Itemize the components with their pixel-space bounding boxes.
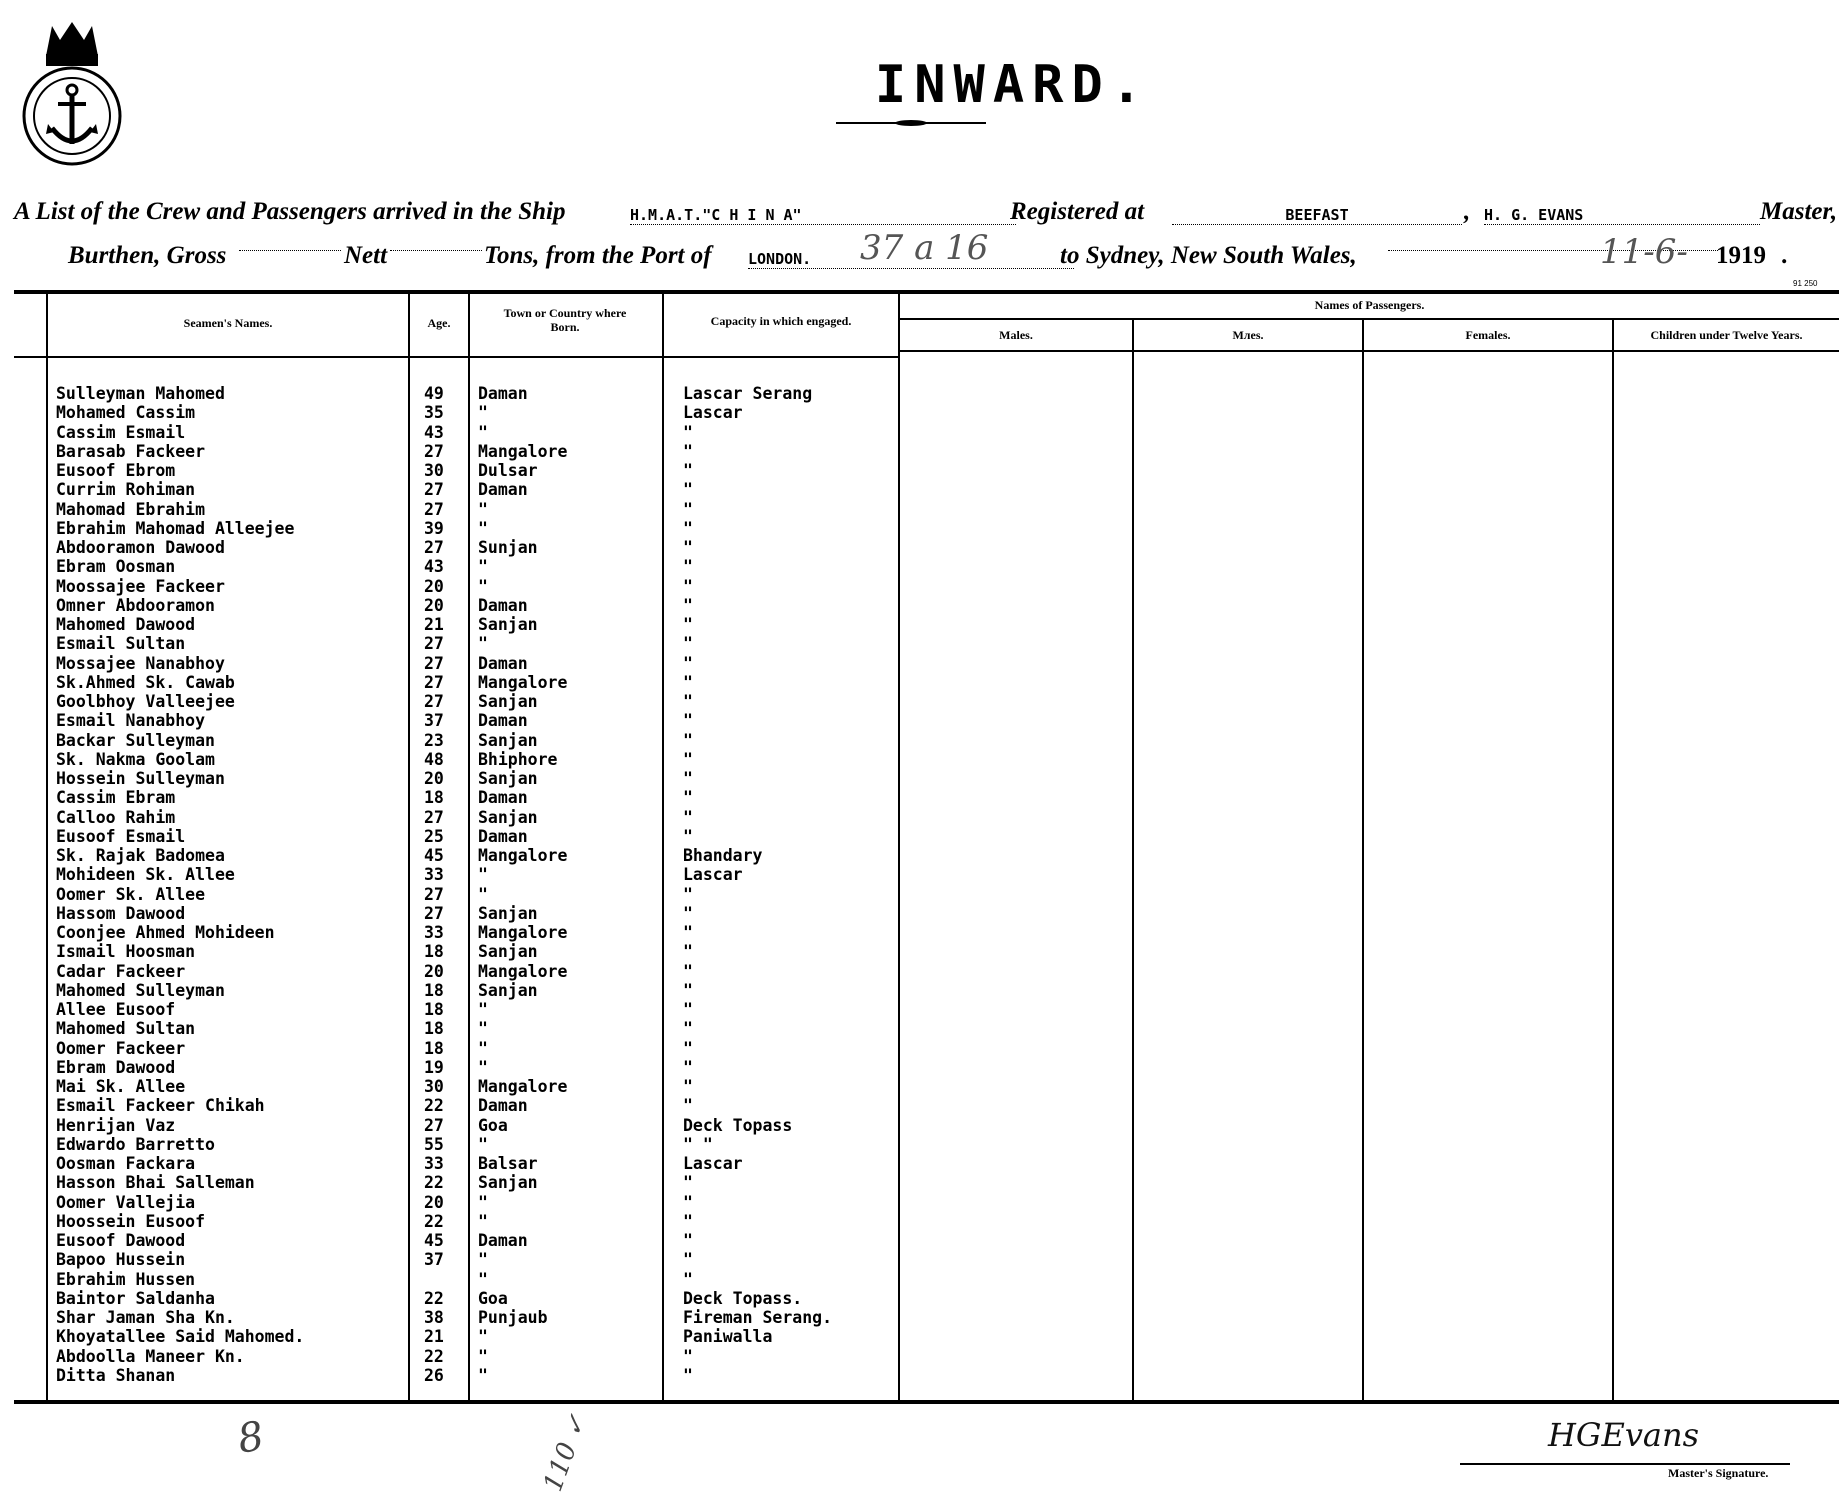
crew-name: Backar Sulleyman bbox=[56, 730, 215, 750]
crew-capacity: " bbox=[683, 884, 693, 904]
document-title: INWARD. bbox=[874, 55, 1151, 115]
crew-age: 45 bbox=[424, 846, 444, 865]
crew-name: Hasson Bhai Salleman bbox=[56, 1173, 255, 1193]
crew-capacity: " bbox=[683, 692, 693, 711]
crew-capacity: " bbox=[683, 576, 693, 596]
crew-age: 37 bbox=[424, 1250, 444, 1270]
registered-label: Registered at bbox=[1010, 198, 1145, 225]
crew-age: 45 bbox=[424, 1231, 444, 1250]
form-number: 91 250 bbox=[1793, 279, 1818, 288]
header-line-1 bbox=[14, 198, 1844, 230]
col-divider-7 bbox=[1362, 318, 1364, 1400]
master-signature: HGEvans bbox=[1548, 1416, 1700, 1454]
crew-age: 19 bbox=[424, 1057, 444, 1077]
crew-age: 30 bbox=[424, 461, 444, 480]
handwritten-reference: 37 a 16 bbox=[860, 228, 989, 268]
crew-age: 18 bbox=[424, 788, 444, 808]
crew-name: Allee Eusoof bbox=[56, 1000, 176, 1019]
arrival-year: 1919 bbox=[1716, 242, 1766, 269]
crew-name: Eusoof Esmail bbox=[56, 826, 186, 846]
crew-age: 20 bbox=[424, 595, 444, 615]
crew-name: Esmail Sultan bbox=[56, 634, 186, 654]
crew-birthplace: " bbox=[478, 865, 488, 885]
crew-birthplace: Daman bbox=[478, 480, 528, 500]
crew-name: Baintor Saldanha bbox=[56, 1288, 215, 1308]
col-header-town: Town or Country where Born. bbox=[503, 306, 627, 334]
comma: , bbox=[1464, 198, 1471, 225]
crew-age: 27 bbox=[424, 634, 444, 654]
crew-name: Henrijan Vaz bbox=[56, 1115, 176, 1135]
crew-capacity: " bbox=[683, 672, 693, 692]
crew-age: 43 bbox=[424, 557, 444, 577]
crew-capacity: " bbox=[683, 1269, 693, 1289]
crew-birthplace: Sanjan bbox=[478, 903, 538, 923]
crew-birthplace: " bbox=[478, 1211, 488, 1231]
col-header-children: Children under Twelve Years. bbox=[1650, 328, 1803, 342]
crew-age: 27 bbox=[424, 807, 444, 827]
crew-capacity: " bbox=[683, 1192, 693, 1212]
crew-capacity: " bbox=[683, 1077, 693, 1096]
crew-birthplace: Sanjan bbox=[478, 807, 538, 827]
crew-name: Sk. Rajak Badomea bbox=[56, 846, 225, 865]
registered-port: BEEFAST bbox=[1172, 198, 1462, 225]
col-header-passengers: Names of Passengers. bbox=[1314, 298, 1425, 312]
crew-capacity: " bbox=[683, 826, 693, 846]
crew-name: Hassom Dawood bbox=[56, 903, 186, 923]
arrival-date-handwritten: 11-6- bbox=[1600, 232, 1688, 272]
crew-birthplace: Mangalore bbox=[478, 441, 568, 461]
crew-age: 22 bbox=[424, 1346, 444, 1366]
crew-name: Oomer Vallejia bbox=[56, 1192, 196, 1212]
crew-birthplace: Punjaub bbox=[478, 1308, 548, 1327]
table-top-rule bbox=[14, 290, 1839, 294]
crew-capacity: " bbox=[683, 1019, 693, 1039]
crew-name: Oosman Fackara bbox=[56, 1154, 196, 1173]
crew-birthplace: " bbox=[478, 1038, 488, 1058]
signature-label: Master's Signature. bbox=[1668, 1466, 1769, 1480]
crew-name: Barasab Fackeer bbox=[56, 441, 206, 461]
crew-birthplace: " bbox=[478, 576, 488, 596]
crew-age: 38 bbox=[424, 1308, 444, 1327]
crew-birthplace: Sunjan bbox=[478, 538, 538, 557]
crew-age: 27 bbox=[424, 499, 444, 519]
crew-capacity: Deck Topass. bbox=[683, 1288, 803, 1308]
crew-birthplace: Daman bbox=[478, 711, 528, 731]
crew-age: 21 bbox=[424, 1327, 444, 1347]
crew-birthplace: Daman bbox=[478, 384, 528, 403]
col-header-miles: Mлes. bbox=[1232, 328, 1264, 342]
crew-capacity: " bbox=[683, 634, 693, 654]
crew-age: 22 bbox=[424, 1173, 444, 1193]
crew-capacity: " bbox=[683, 1057, 693, 1077]
col-divider-3 bbox=[468, 294, 470, 1400]
crew-capacity: " bbox=[683, 1231, 693, 1250]
col-divider-6 bbox=[1132, 318, 1134, 1400]
crew-age: 22 bbox=[424, 1288, 444, 1308]
crew-birthplace: " bbox=[478, 422, 488, 442]
crew-name: Hoossein Eusoof bbox=[56, 1211, 206, 1231]
crew-name: Abdooramon Dawood bbox=[56, 538, 225, 557]
crew-capacity: " bbox=[683, 730, 693, 750]
crew-age: 27 bbox=[424, 538, 444, 557]
crew-capacity: " bbox=[683, 422, 693, 442]
crew-capacity: " bbox=[683, 1365, 693, 1385]
crew-capacity: " bbox=[683, 1346, 693, 1366]
header-bottom-rule bbox=[14, 356, 900, 358]
passengers-sub-rule bbox=[900, 318, 1839, 320]
crew-capacity: Deck Topass bbox=[683, 1115, 793, 1135]
crew-birthplace: Sanjan bbox=[478, 942, 538, 962]
crew-birthplace: " bbox=[478, 1000, 488, 1019]
passengers-header-bottom-rule bbox=[900, 350, 1839, 352]
crew-birthplace: " bbox=[478, 634, 488, 654]
crew-capacity: " bbox=[683, 1250, 693, 1270]
master-name: H. G. EVANS bbox=[1484, 198, 1760, 225]
departure-port: LONDON. bbox=[748, 242, 1074, 269]
crew-birthplace: Mangalore bbox=[478, 961, 568, 981]
crew-birthplace: " bbox=[478, 1269, 488, 1289]
table-bottom-rule bbox=[14, 1400, 1839, 1404]
crew-birthplace: " bbox=[478, 1019, 488, 1039]
crew-age: 30 bbox=[424, 1077, 444, 1096]
col-header-females: Females. bbox=[1465, 328, 1511, 342]
crew-name: Ebram Oosman bbox=[56, 557, 176, 577]
crew-name: Khoyatallee Said Mahomed. bbox=[56, 1327, 305, 1347]
crew-birthplace: Daman bbox=[478, 1231, 528, 1250]
crew-birthplace: " bbox=[478, 884, 488, 904]
crew-name: Mohideen Sk. Allee bbox=[56, 865, 235, 885]
crew-name: Bapoo Hussein bbox=[56, 1250, 186, 1270]
crew-birthplace: " bbox=[478, 518, 488, 538]
crew-birthplace: Daman bbox=[478, 653, 528, 673]
crew-age: 26 bbox=[424, 1365, 444, 1385]
crew-age: 48 bbox=[424, 749, 444, 769]
crew-birthplace: " bbox=[478, 557, 488, 577]
crew-birthplace: Sanjan bbox=[478, 980, 538, 1000]
crew-birthplace: Daman bbox=[478, 595, 528, 615]
tons-label: Tons, from the Port of bbox=[484, 242, 712, 269]
crew-age: 39 bbox=[424, 518, 444, 538]
crew-age: 27 bbox=[424, 441, 444, 461]
crew-name: Hossein Sulleyman bbox=[56, 769, 225, 788]
crew-capacity: " bbox=[683, 980, 693, 1000]
crew-name: Mahomed Dawood bbox=[56, 615, 196, 634]
crew-birthplace: Dulsar bbox=[478, 461, 538, 480]
crew-name: Eusoof Ebrom bbox=[56, 461, 176, 480]
crew-capacity: " bbox=[683, 961, 693, 981]
col-header-age: Age. bbox=[427, 316, 451, 330]
crew-name: Mahomed Sultan bbox=[56, 1019, 196, 1039]
pencil-mark-left: 8 bbox=[234, 1413, 268, 1463]
title-ornament-rule bbox=[836, 120, 986, 126]
crew-age: 43 bbox=[424, 422, 444, 442]
crew-capacity: " bbox=[683, 769, 693, 788]
crew-age: 22 bbox=[424, 1096, 444, 1116]
crew-capacity: Lascar bbox=[683, 403, 743, 423]
col-divider-8 bbox=[1612, 318, 1614, 1400]
crew-name: Eusoof Dawood bbox=[56, 1231, 186, 1250]
crew-birthplace: Goa bbox=[478, 1115, 508, 1135]
crew-age: 18 bbox=[424, 1038, 444, 1058]
crew-capacity: " bbox=[683, 711, 693, 731]
crew-age: 27 bbox=[424, 672, 444, 692]
crew-capacity: Paniwalla bbox=[683, 1327, 773, 1347]
crew-name: Ismail Hoosman bbox=[56, 942, 196, 962]
crew-age: 23 bbox=[424, 730, 444, 750]
col-divider-1 bbox=[46, 294, 48, 1400]
crew-capacity: " bbox=[683, 903, 693, 923]
crew-birthplace: Bhiphore bbox=[478, 749, 558, 769]
crew-birthplace: Mangalore bbox=[478, 1077, 568, 1096]
crew-name: Cassim Ebram bbox=[56, 788, 176, 808]
crew-age: 33 bbox=[424, 865, 444, 885]
crew-name: Shar Jaman Sha Kn. bbox=[56, 1308, 235, 1327]
crew-birthplace: " bbox=[478, 1346, 488, 1366]
crew-capacity: Bhandary bbox=[683, 846, 763, 865]
crew-capacity: " bbox=[683, 518, 693, 538]
crew-birthplace: Mangalore bbox=[478, 846, 568, 865]
crew-birthplace: " bbox=[478, 1134, 488, 1154]
crew-capacity: " bbox=[683, 1000, 693, 1019]
ship-name: H.M.A.T."C H I N A" bbox=[630, 198, 1016, 225]
crew-name: Cassim Esmail bbox=[56, 422, 186, 442]
header-line-2 bbox=[14, 228, 1844, 274]
crew-name: Oomer Fackeer bbox=[56, 1038, 186, 1058]
crew-capacity: Fireman Serang. bbox=[683, 1308, 833, 1327]
crew-birthplace: Sanjan bbox=[478, 769, 538, 788]
crew-capacity: " bbox=[683, 480, 693, 500]
crew-capacity: " " bbox=[683, 1134, 713, 1154]
master-label: Master, bbox=[1760, 198, 1838, 225]
crew-name: Ebrahim Mahomad Alleejee bbox=[56, 518, 295, 538]
crew-capacity: " bbox=[683, 538, 693, 557]
col-header-capacity: Capacity in which engaged. bbox=[710, 314, 852, 328]
crew-capacity: Lascar bbox=[683, 1154, 743, 1173]
crew-name: Ebrahim Hussen bbox=[56, 1269, 196, 1289]
crew-name: Abdoolla Maneer Kn. bbox=[56, 1346, 245, 1366]
crew-birthplace: Sanjan bbox=[478, 692, 538, 711]
crew-name: Mahomad Ebrahim bbox=[56, 499, 206, 519]
crew-birthplace: " bbox=[478, 1327, 488, 1347]
crew-capacity: " bbox=[683, 595, 693, 615]
destination-label: to Sydney, New South Wales, bbox=[1060, 242, 1357, 269]
crew-birthplace: Sanjan bbox=[478, 1173, 538, 1193]
crew-age: 20 bbox=[424, 576, 444, 596]
crew-age: 35 bbox=[424, 403, 444, 423]
crew-capacity: " bbox=[683, 942, 693, 962]
crew-name: Oomer Sk. Allee bbox=[56, 884, 206, 904]
crew-age: 20 bbox=[424, 961, 444, 981]
crew-age: 27 bbox=[424, 692, 444, 711]
crew-name: Ditta Shanan bbox=[56, 1365, 176, 1385]
crew-age: 55 bbox=[424, 1134, 444, 1154]
crew-capacity: " bbox=[683, 1211, 693, 1231]
list-prefix: A List of the Crew and Passengers arrived in the Ship bbox=[14, 198, 566, 225]
crew-age: 18 bbox=[424, 1000, 444, 1019]
crew-age: 27 bbox=[424, 884, 444, 904]
crew-name: Cadar Fackeer bbox=[56, 961, 186, 981]
crew-age: 18 bbox=[424, 980, 444, 1000]
crew-age: 37 bbox=[424, 711, 444, 731]
crew-name: Sk. Nakma Goolam bbox=[56, 749, 215, 769]
crew-age: 22 bbox=[424, 1211, 444, 1231]
crew-birthplace: Mangalore bbox=[478, 672, 568, 692]
crew-capacity: " bbox=[683, 1038, 693, 1058]
crew-capacity: " bbox=[683, 788, 693, 808]
crew-age: 21 bbox=[424, 615, 444, 634]
crew-birthplace: Mangalore bbox=[478, 923, 568, 942]
crew-capacity: " bbox=[683, 461, 693, 480]
crew-name: Edwardo Barretto bbox=[56, 1134, 215, 1154]
crew-capacity: " bbox=[683, 807, 693, 827]
crew-capacity: " bbox=[683, 1173, 693, 1193]
crew-age: 18 bbox=[424, 942, 444, 962]
crew-name: Mohamed Cassim bbox=[56, 403, 196, 423]
crew-age: 33 bbox=[424, 923, 444, 942]
signature-line bbox=[1460, 1463, 1790, 1465]
crew-birthplace: Balsar bbox=[478, 1154, 538, 1173]
crew-name: Sulleyman Mahomed bbox=[56, 384, 225, 403]
crew-name: Mai Sk. Allee bbox=[56, 1077, 186, 1096]
crew-birthplace: " bbox=[478, 1057, 488, 1077]
crew-capacity: Lascar bbox=[683, 865, 743, 885]
crew-name: Esmail Nanabhoy bbox=[56, 711, 206, 731]
crew-age: 25 bbox=[424, 826, 444, 846]
crew-birthplace: Daman bbox=[478, 1096, 528, 1116]
crew-capacity: " bbox=[683, 653, 693, 673]
crew-age: 49 bbox=[424, 384, 444, 403]
crew-age: 20 bbox=[424, 769, 444, 788]
crew-age: 27 bbox=[424, 480, 444, 500]
crew-birthplace: " bbox=[478, 1192, 488, 1212]
crew-name: Esmail Fackeer Chikah bbox=[56, 1096, 265, 1116]
crew-name: Omner Abdooramon bbox=[56, 595, 215, 615]
crew-capacity: Lascar Serang bbox=[683, 384, 813, 403]
crew-age: 27 bbox=[424, 653, 444, 673]
col-divider-4 bbox=[662, 294, 664, 1400]
crew-capacity: " bbox=[683, 749, 693, 769]
burthen-label: Burthen, Gross bbox=[68, 242, 227, 269]
col-header-males: Males. bbox=[999, 328, 1033, 342]
crew-birthplace: " bbox=[478, 1365, 488, 1385]
crew-capacity: " bbox=[683, 441, 693, 461]
year-period: . bbox=[1782, 242, 1789, 269]
crew-age: 27 bbox=[424, 903, 444, 923]
pencil-mark-count: 110 ✓ bbox=[538, 1410, 594, 1496]
crew-birthplace: " bbox=[478, 499, 488, 519]
crew-birthplace: " bbox=[478, 403, 488, 423]
crew-birthplace: " bbox=[478, 1250, 488, 1270]
crew-name: Currim Rohiman bbox=[56, 480, 196, 500]
col-divider-5 bbox=[898, 294, 900, 1400]
crew-age: 27 bbox=[424, 1115, 444, 1135]
crew-name: Coonjee Ahmed Mohideen bbox=[56, 923, 275, 942]
crew-birthplace: Daman bbox=[478, 826, 528, 846]
crew-capacity: " bbox=[683, 499, 693, 519]
nett-label: Nett bbox=[344, 242, 388, 269]
crew-capacity: " bbox=[683, 923, 693, 942]
crew-capacity: " bbox=[683, 557, 693, 577]
nett-tonnage-field bbox=[390, 242, 482, 251]
crew-name: Goolbhoy Valleejee bbox=[56, 692, 235, 711]
crew-name: Mossajee Nanabhoy bbox=[56, 653, 225, 673]
crew-birthplace: Sanjan bbox=[478, 730, 538, 750]
crew-name: Calloo Rahim bbox=[56, 807, 176, 827]
col-header-seamens-names: Seamen's Names. bbox=[183, 316, 273, 330]
crew-birthplace: Goa bbox=[478, 1288, 508, 1308]
crew-age: 20 bbox=[424, 1192, 444, 1212]
crew-age: 33 bbox=[424, 1154, 444, 1173]
crew-name: Mahomed Sulleyman bbox=[56, 980, 225, 1000]
crew-capacity: " bbox=[683, 1096, 693, 1116]
crew-age: 18 bbox=[424, 1019, 444, 1039]
crew-name: Sk.Ahmed Sk. Cawab bbox=[56, 672, 235, 692]
crew-name: Ebram Dawood bbox=[56, 1057, 176, 1077]
col-divider-2 bbox=[408, 294, 410, 1400]
crew-birthplace: Daman bbox=[478, 788, 528, 808]
gross-tonnage-field bbox=[239, 242, 341, 251]
crew-birthplace: Sanjan bbox=[478, 615, 538, 634]
crew-name: Moossajee Fackeer bbox=[56, 576, 225, 596]
crew-capacity: " bbox=[683, 615, 693, 634]
